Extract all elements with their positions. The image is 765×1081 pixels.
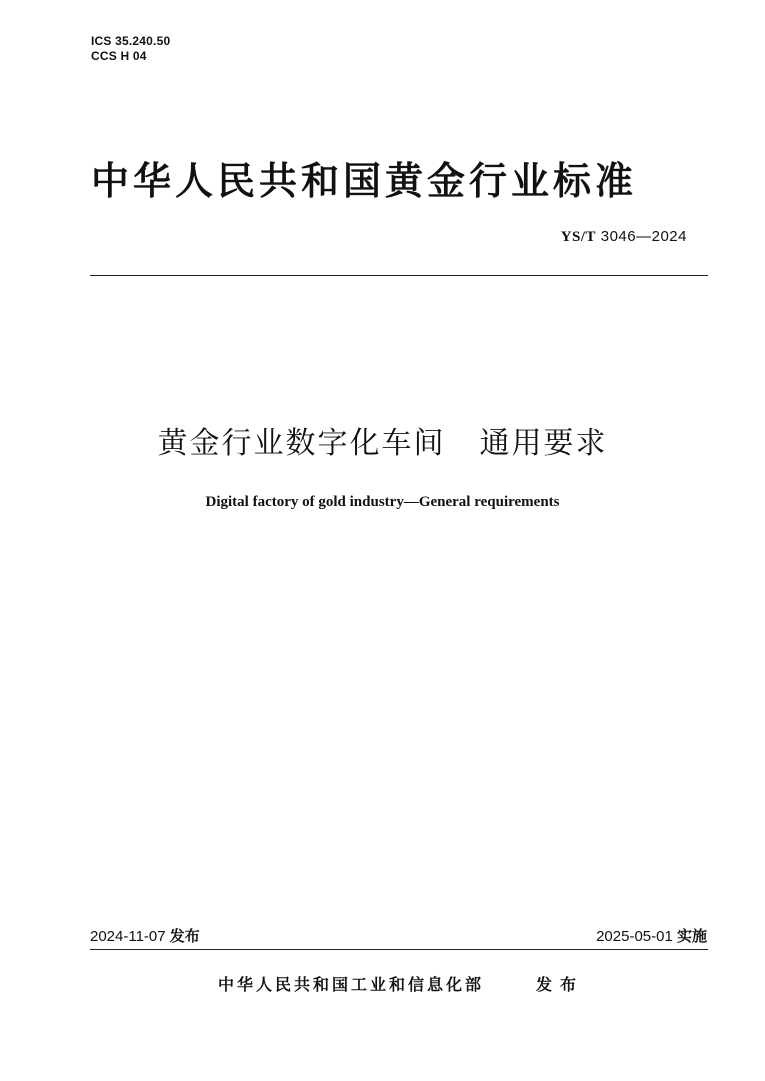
- document-title-cn-part1: 黄金行业数字化车间: [157, 426, 446, 461]
- ccs-code: CCS H 04: [91, 49, 147, 63]
- publisher-name: 中华人民共和国工业和信息化部: [218, 975, 485, 994]
- document-title-cn: [0, 418, 765, 462]
- classification-codes: [91, 34, 170, 64]
- standard-number-value: 3046—2024: [600, 228, 687, 245]
- ics-code: ICS 35.240.50: [91, 34, 171, 48]
- footer-divider: [90, 949, 708, 950]
- issue-label: 发布: [169, 927, 200, 945]
- implementation-date-line: [596, 925, 707, 946]
- implementation-label: 实施: [676, 927, 707, 945]
- issue-date-line: [90, 925, 200, 946]
- standard-number: [561, 228, 687, 246]
- document-title-en: Digital factory of gold industry—General requirements: [205, 494, 560, 510]
- issue-date: 2024-11-07: [90, 928, 166, 945]
- standard-number-prefix: YS/T: [560, 229, 597, 245]
- standard-category-title: 中华人民共和国黄金行业标准: [91, 159, 638, 203]
- header-divider: [90, 275, 708, 276]
- publish-label: 发布: [536, 975, 585, 994]
- implementation-date: 2025-05-01: [596, 928, 673, 945]
- document-title-cn-part2: 通用要求: [479, 426, 608, 461]
